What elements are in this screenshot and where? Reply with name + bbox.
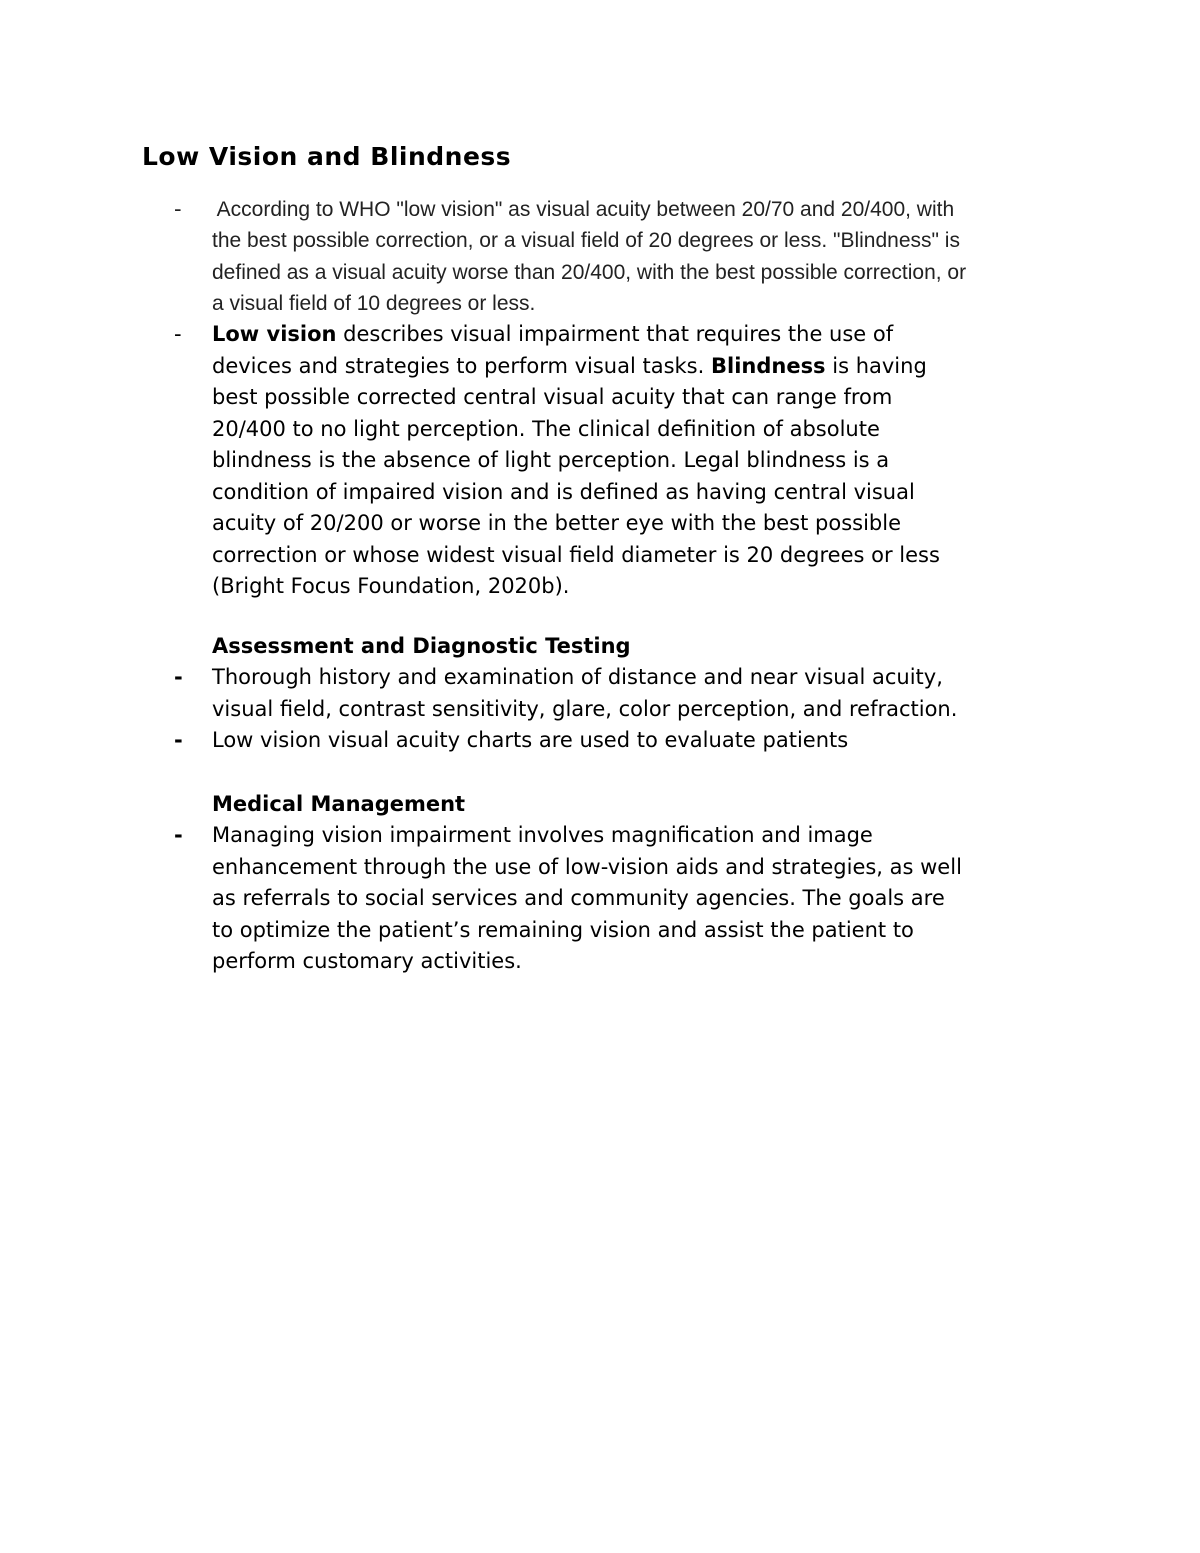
text-line: enhancement through the use of low-vision aids and strategies, as well [212, 854, 962, 879]
text-line: visual field, contrast sensitivity, glare, color perception, and refraction. [212, 696, 958, 721]
text-line [212, 351, 1074, 383]
bullet-dash: - [174, 823, 183, 847]
management-heading: Medical Management [212, 792, 466, 816]
list-item-text [212, 194, 1074, 319]
text-line: Managing vision impairment involves magnification and image [212, 823, 873, 847]
text-line: condition of impaired vision and is defined as having central visual [212, 479, 915, 504]
assessment-section [174, 630, 1074, 757]
text-line: acuity of 20/200 or worse in the better eye with the best possible [212, 511, 902, 536]
document-title: Low Vision and Blindness [142, 142, 512, 171]
management-section [174, 788, 1074, 978]
term-blindness: Blindness [710, 353, 826, 378]
bullet-dash: - [174, 197, 182, 221]
text-line: Low vision visual acuity charts are used to evaluate patients [212, 728, 849, 752]
text-line: correction or whose widest visual field diameter is 20 degrees or less [212, 542, 940, 567]
text-line: as referrals to social services and community agencies. The goals are [212, 886, 945, 910]
list-item-assessment-history [174, 662, 1074, 725]
bullet-dash: - [174, 728, 183, 752]
list-item-text [212, 725, 1074, 757]
bullet-dash: - [174, 665, 183, 689]
text-run: describes visual impairment that requires the use of [336, 322, 894, 347]
text-line: perform customary activities. [212, 949, 522, 973]
list-item-text [212, 319, 1074, 603]
text-line: defined as a visual acuity worse than 20/400, with the best possible correction, or [212, 260, 967, 284]
list-item-assessment-charts [174, 725, 1074, 757]
text-line: According to WHO "low vision" as visual acuity between 20/70 and 20/400, with [212, 198, 955, 221]
definitions-section [174, 194, 1074, 603]
text-line: the best possible correction, or a visual field of 20 degrees or less. "Blindness" is [212, 229, 960, 253]
bullet-dash: - [174, 322, 182, 347]
list-item-text [212, 820, 1074, 978]
text-line: blindness is the absence of light perception. Legal blindness is a [212, 448, 890, 473]
list-item-management [174, 820, 1074, 978]
text-line: Thorough history and examination of distance and near visual acuity, [212, 665, 943, 689]
text-line: a visual field of 10 degrees or less. [212, 291, 536, 315]
term-low-vision: Low vision [212, 322, 337, 347]
text-line: (Bright Focus Foundation, 2020b). [212, 574, 570, 599]
text-line [212, 319, 1074, 351]
text-line: 20/400 to no light perception. The clinical definition of absolute [212, 416, 880, 441]
list-item-who-definition [174, 194, 1074, 319]
text-line: to optimize the patient’s remaining vision and assist the patient to [212, 917, 914, 942]
assessment-heading: Assessment and Diagnostic Testing [212, 634, 631, 658]
text-run: devices and strategies to perform visual tasks. [212, 353, 711, 378]
list-item-text [212, 662, 1074, 725]
text-line: best possible corrected central visual acuity that can range from [212, 385, 893, 410]
list-item-low-vision-blindness [174, 319, 1074, 603]
text-run: is having [825, 353, 927, 378]
